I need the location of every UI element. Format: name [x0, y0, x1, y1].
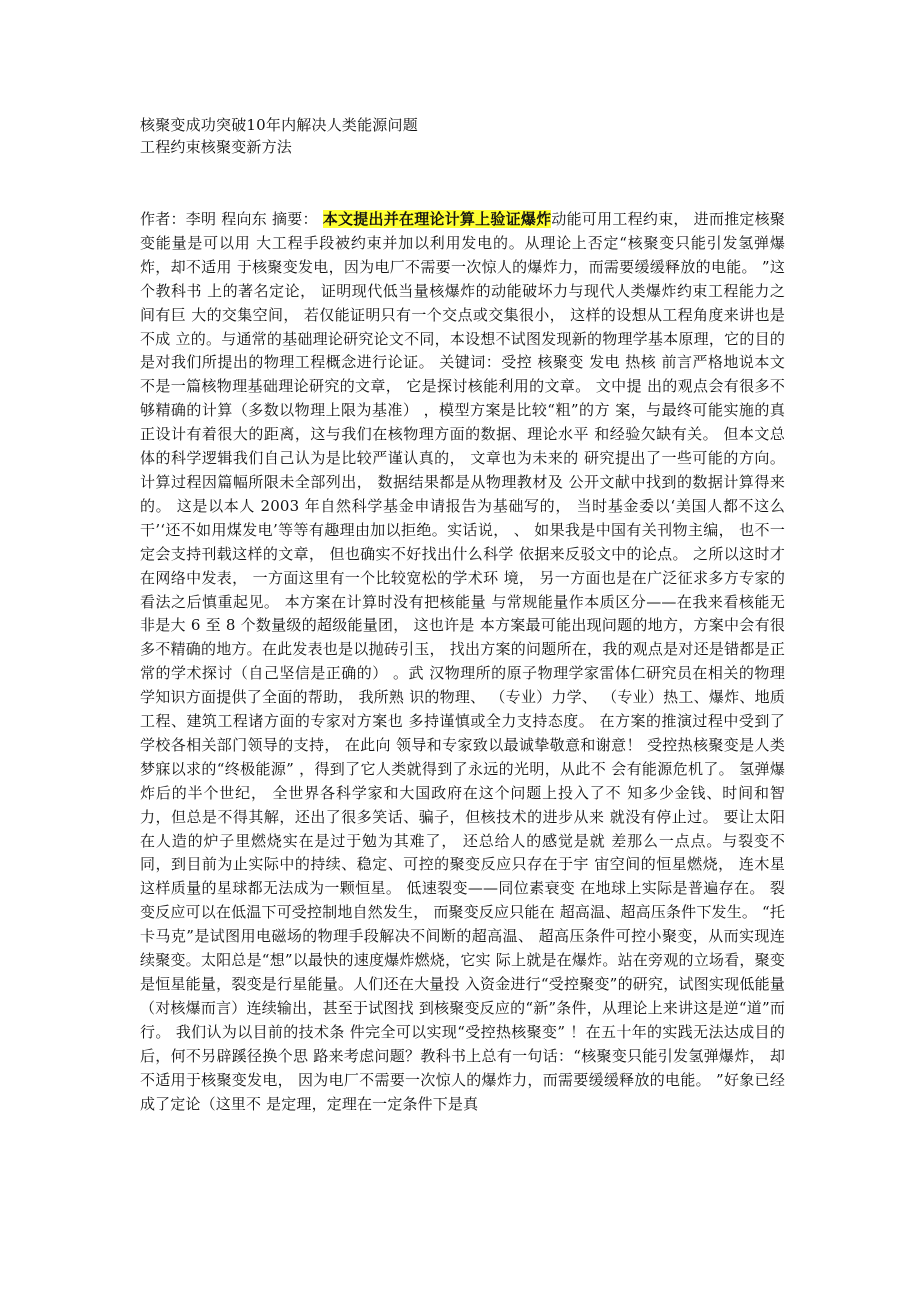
document-body — [140, 208, 785, 1116]
document-title: 核聚变成功突破10年内解决人类能源问题 — [140, 116, 418, 134]
author-abstract-intro: 作者：李明 程向东 摘要： — [140, 210, 323, 228]
highlighted-abstract-text: 本文提出并在理论计算上验证爆炸 — [322, 210, 552, 228]
body-paragraph: 动能可用工程约束， 进而推定核聚变能量是可以用 大工程手段被约束并加以利用发电的。从理论上否定“核聚变只能引发氢弹爆炸，却不适用 于核聚变发电，因为电厂不需要一次惊人的爆炸力，而需要缓缓释放的电能。 ”这个教科书 上的著名定论， 证明现代低当量核爆炸的动能破坏力与现代人类爆炸约束工程能力之间有巨 大的交集空间， 若仅能证明只有一个交点或交集很小， 这样的设想从工程角度来讲也是不成 立的。与通常的基础理论研究论文不同，本设想不试图发现新的物理学基本原理，它的目的 是对我们所提出的物理工程概念进行论证。 关键词：受控 核聚变 发电 热核 前言严格地说本文不是一篇核物理基础理论研究的文章， 它是探讨核能利用的文章。 文中提 出的观点会有很多不够精确的计算（多数以物理上限为基准） ，模型方案是比较“粗”的方 案，与最终可能实施的真正设计有着很大的距离，这与我们在核物理方面的数据、理论水平 和经验欠缺有关。 但本文总体的科学逻辑我们自己认为是比较严谨认真的， 文章也为未来的 研究提出了一些可能的方向。 计算过程因篇幅所限未全部列出， 数据结果都是从物理教材及 公开文献中找到的数据计算得来的。 这是以本人 2003 年自然科学基金申请报告为基础写的， 当时基金委以‘美国人都不这么干’‘还不如用煤发电’等等有趣理由加以拒绝。实话说， 、 如果我是中国有关刊物主编， 也不一定会支持刊载这样的文章， 但也确实不好找出什么科学 依据来反驳文中的论点。 之所以这时才在网络中发表， 一方面这里有一个比较宽松的学术环 境， 另一方面也是在广泛征求多方专家的看法之后慎重起见。 本方案在计算时没有把核能量 与常规能量作本质区分——在我来看核能无非是大 6 至 8 个数量级的超级能量团， 这也许是 本方案最可能出现问题的地方，方案中会有很多不精确的地方。在此发表也是以抛砖引玉， 找出方案的问题所在，我的观点是对还是错都是正常的学术探讨（自己坚信是正确的） 。武 汉物理所的原子物理学家雷体仁研究员在相关的物理学知识方面提供了全面的帮助， 我所熟 识的物理、 （专业）力学、 （专业）热工、爆炸、地质工程、建筑工程诸方面的专家对方案也 多持谨慎或全力支持态度。 在方案的推演过程中受到了学校各相关部门领导的支持， 在此向 领导和专家致以最诚挚敬意和谢意！ 受控热核聚变是人类梦寐以求的“终极能源” ，得到了它人类就得到了永远的光明，从此不 会有能源危机了。 氢弹爆炸后的半个世纪， 全世界各科学家和大国政府在这个问题上投入了不 知多少金钱、时间和智力，但总是不得其解，还出了很多笑话、骗子，但核技术的进步从来 就没有停止过。 要让太阳在人造的炉子里燃烧实在是过于勉为其难了， 还总给人的感觉是就 差那么一点点。与裂变不同，到目前为止实际中的持续、稳定、可控的聚变反应只存在于宇 宙空间的恒星燃烧， 连木星这样质量的星球都无法成为一颗恒星。 低速裂变——同位素衰变 在地球上实际是普遍存在。 裂变反应可以在低温下可受控制地自然发生， 而聚变反应只能在 超高温、超高压条件下发生。 “托卡马克”是试图用电磁场的物理手段解决不间断的超高温、 超高压条件可控小聚变，从而实现连续聚变。太阳总是“想”以最快的速度爆炸燃烧，它实 际上就是在爆炸。站在旁观的立场看，聚变是恒星能量，裂变是行星能量。人们还在大量投 入资金进行“受控聚变”的研究，试图实现低能量（对核爆而言）连续输出，甚至于试图找 到核聚变反应的“新”条件，从理论上来讲这是逆“道”而行。 我们认为以目前的技术条 件完全可以实现“受控热核聚变” ！在五十年的实践无法达成目的后，何不另辟蹊径换个思 路来考虑问题？教科书上总有一句话：“核聚变只能引发氢弹爆炸， 却不适用于核聚变发电， 因为电厂不需要一次惊人的爆炸力，而需要缓缓释放的电能。 ”好象已经成了定论（这里不 是定理，定理在一定条件下是真 — [140, 210, 785, 1113]
document-subtitle: 工程约束核聚变新方法 — [140, 138, 293, 156]
